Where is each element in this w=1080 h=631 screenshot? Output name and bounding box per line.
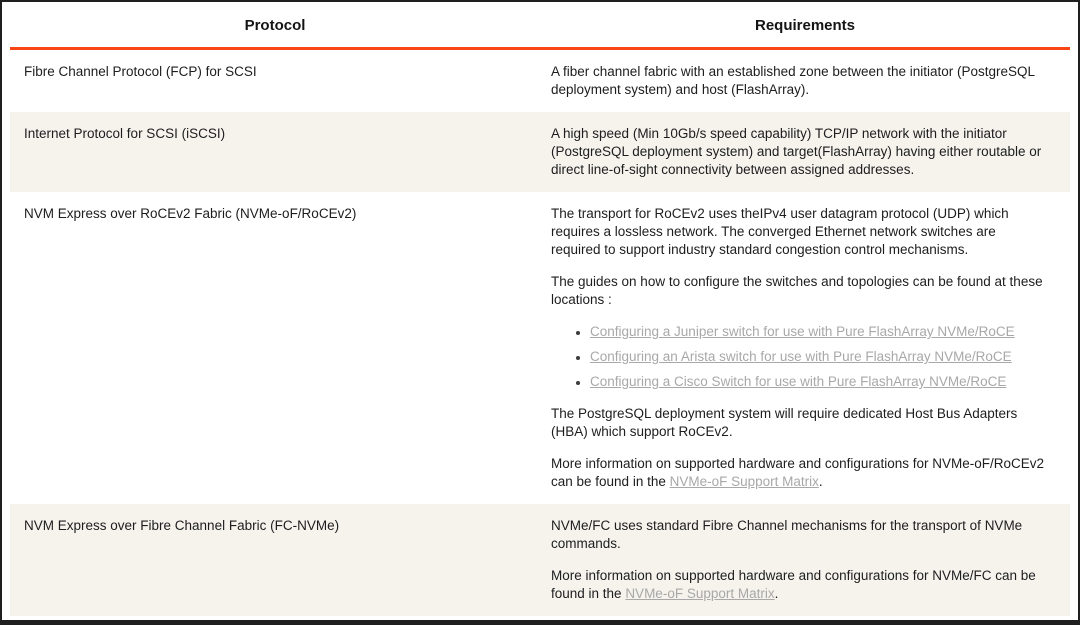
- table-header: [10, 2, 1070, 49]
- requirement-paragraph: [551, 273, 1044, 309]
- protocol-cell: NVM Express over RoCEv2 Fabric (NVMe-oF/RoCEv2): [24, 206, 357, 221]
- requirement-text: .: [774, 586, 779, 601]
- requirement-text: The transport for RoCEv2 uses theIPv4 user datagram protocol (UDP) which requires a lossless network. The converged Ethernet network switches are required to support industry standard congestion control mechanisms.: [551, 206, 1009, 257]
- requirement-paragraph: [551, 455, 1044, 491]
- requirement-link[interactable]: Configuring a Juniper switch for use with Pure FlashArray NVMe/RoCE: [590, 324, 1015, 339]
- protocol-cell: Internet Protocol for SCSI (iSCSI): [24, 126, 226, 141]
- table-row: [10, 504, 1070, 616]
- requirement-link[interactable]: NVMe-oF Support Matrix: [625, 586, 775, 601]
- header-row: [10, 2, 1070, 49]
- table-row: [10, 49, 1070, 113]
- requirements-cell: [540, 112, 1070, 192]
- requirement-list-item: [590, 348, 1044, 366]
- requirement-link-list: [551, 323, 1044, 391]
- requirement-paragraph: [551, 125, 1044, 179]
- requirements-cell: [540, 504, 1070, 616]
- requirement-text: NVMe/FC uses standard Fibre Channel mechanisms for the transport of NVMe commands.: [551, 518, 1023, 551]
- table-row: [10, 112, 1070, 192]
- requirement-link[interactable]: Configuring an Arista switch for use with Pure FlashArray NVMe/RoCE: [590, 349, 1012, 364]
- requirement-paragraph: [551, 405, 1044, 441]
- requirement-text: .: [818, 474, 823, 489]
- protocol-cell: Fibre Channel Protocol (FCP) for SCSI: [24, 64, 257, 79]
- protocol-cell: NVM Express over Fibre Channel Fabric (FC-NVMe): [24, 518, 340, 533]
- requirement-paragraph: [551, 205, 1044, 259]
- requirement-list-item: [590, 323, 1044, 341]
- requirements-cell: [540, 192, 1070, 504]
- column-header-protocol: Protocol: [10, 2, 540, 49]
- protocol-requirements-table: [10, 2, 1070, 616]
- requirement-text: More information on supported hardware and configurations for NVMe-oF/RoCEv2 can be found in the: [551, 456, 1044, 489]
- requirement-paragraph: [551, 63, 1044, 99]
- requirement-text: A high speed (Min 10Gb/s speed capability) TCP/IP network with the initiator (PostgreSQL deployment system) and target(FlashArray) having either routable or direct line-of-sight connectivity between assigned addresses.: [551, 126, 1042, 177]
- table-body: [10, 49, 1070, 617]
- table-row: [10, 192, 1070, 504]
- requirement-text: The guides on how to configure the switches and topologies can be found at these locations :: [551, 274, 1043, 307]
- requirement-paragraph: [551, 567, 1044, 603]
- requirement-list-item: [590, 373, 1044, 391]
- requirement-link[interactable]: Configuring a Cisco Switch for use with Pure FlashArray NVMe/RoCE: [590, 374, 1007, 389]
- requirement-text: More information on supported hardware and configurations for NVMe/FC can be found in the: [551, 568, 1036, 601]
- requirement-paragraph: [551, 517, 1044, 553]
- requirement-link[interactable]: NVMe-oF Support Matrix: [669, 474, 819, 489]
- requirements-cell: [540, 49, 1070, 113]
- requirement-text: A fiber channel fabric with an established zone between the initiator (PostgreSQL deployment system) and host (FlashArray).: [551, 64, 1035, 97]
- requirement-text: The PostgreSQL deployment system will require dedicated Host Bus Adapters (HBA) which support RoCEv2.: [551, 406, 1018, 439]
- column-header-requirements: Requirements: [540, 2, 1070, 49]
